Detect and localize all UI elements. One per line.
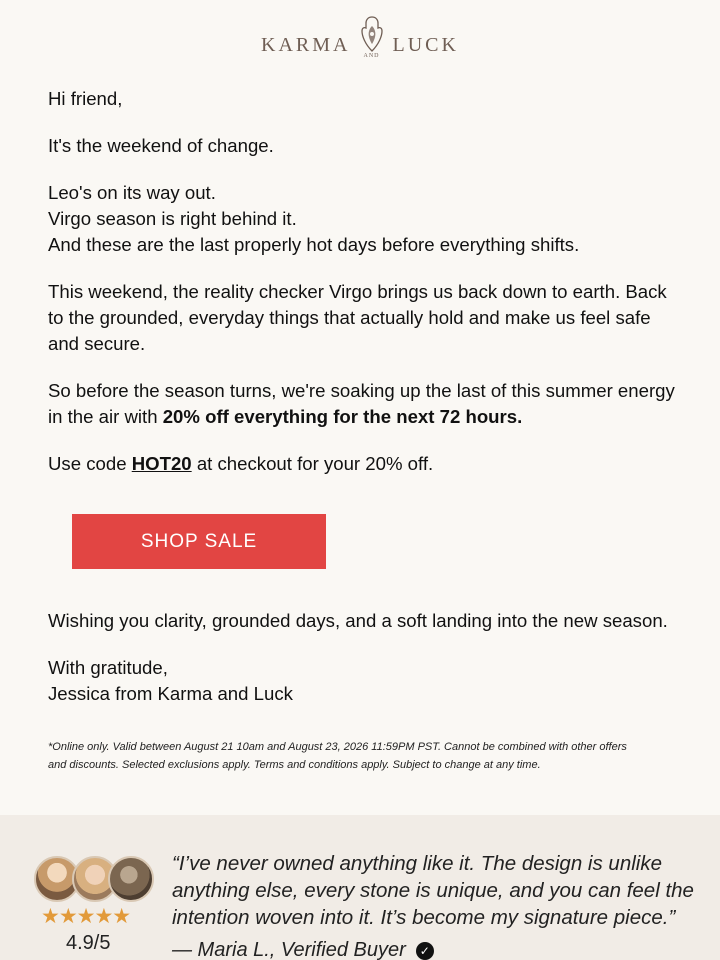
disclaimer-line: and discounts. Selected exclusions apply. Terms and conditions apply. Subject to change at any time. (48, 759, 541, 771)
review-attribution (172, 939, 434, 960)
quote-line: anything else, every stone is unique, and you can feel the (172, 879, 694, 902)
signoff-block (48, 655, 688, 707)
review-section (0, 815, 720, 960)
reviewer-name: — Maria L., Verified Buyer (172, 939, 406, 960)
star-rating-icon: ★★★★★ (41, 905, 131, 928)
text-fragment: Use code (48, 453, 132, 474)
check-circle-icon: ✓ (416, 942, 434, 960)
signoff: With gratitude, (48, 657, 168, 678)
quote-line: intention woven into it. It’s become my signature piece.” (172, 906, 676, 929)
text-line: Virgo season is right behind it. (48, 208, 297, 229)
greeting: Hi friend, (48, 88, 123, 109)
promo-code[interactable]: HOT20 (131, 453, 192, 474)
intro-paragraph: It's the weekend of change. (48, 135, 274, 156)
text-line: to the grounded, everyday things that actually hold and make us feel safe (48, 307, 651, 328)
email-header (0, 0, 720, 70)
cta-container (72, 514, 326, 569)
text-fragment: in the air with (48, 406, 163, 427)
brand-word-karma: KARMA (261, 34, 351, 56)
rating-score: 4.9/5 (66, 932, 111, 954)
brand-word-and: AND (363, 53, 380, 59)
text-fragment: at checkout for your 20% off. (191, 453, 434, 474)
disclaimer (48, 738, 678, 774)
text-line: and secure. (48, 333, 146, 354)
text-line (48, 404, 678, 430)
closing-section (48, 608, 688, 728)
avatar (108, 856, 154, 902)
brand-logo[interactable] (0, 14, 720, 62)
offer-highlight: 20% off everything for the next 72 hours. (162, 406, 523, 427)
text-line: And these are the last properly hot days before everything shifts. (48, 234, 580, 255)
text-line: So before the season turns, we're soaking up the last of this summer energy (48, 380, 675, 401)
quote-line: “I’ve never owned anything like it. The design is unlike (172, 852, 662, 875)
customer-avatars (34, 856, 154, 902)
code-paragraph (48, 451, 678, 477)
hamsa-icon (357, 14, 387, 62)
email-body (48, 86, 678, 498)
review-quote (172, 850, 702, 931)
wish-line: Wishing you clarity, grounded days, and a soft landing into the new season. (48, 610, 668, 631)
text-line: Leo's on its way out. (48, 182, 216, 203)
virgo-paragraph (48, 279, 678, 357)
offer-paragraph (48, 378, 678, 430)
brand-word-luck: LUCK (392, 34, 459, 56)
text-line: This weekend, the reality checker Virgo brings us back down to earth. Back (48, 281, 667, 302)
shop-sale-button[interactable]: SHOP SALE (72, 514, 326, 569)
disclaimer-line: *Online only. Valid between August 21 10am and August 23, 2026 11:59PM PST. Cannot be combined with other offers (48, 741, 627, 753)
signature: Jessica from Karma and Luck (48, 683, 293, 704)
season-paragraph (48, 180, 678, 258)
